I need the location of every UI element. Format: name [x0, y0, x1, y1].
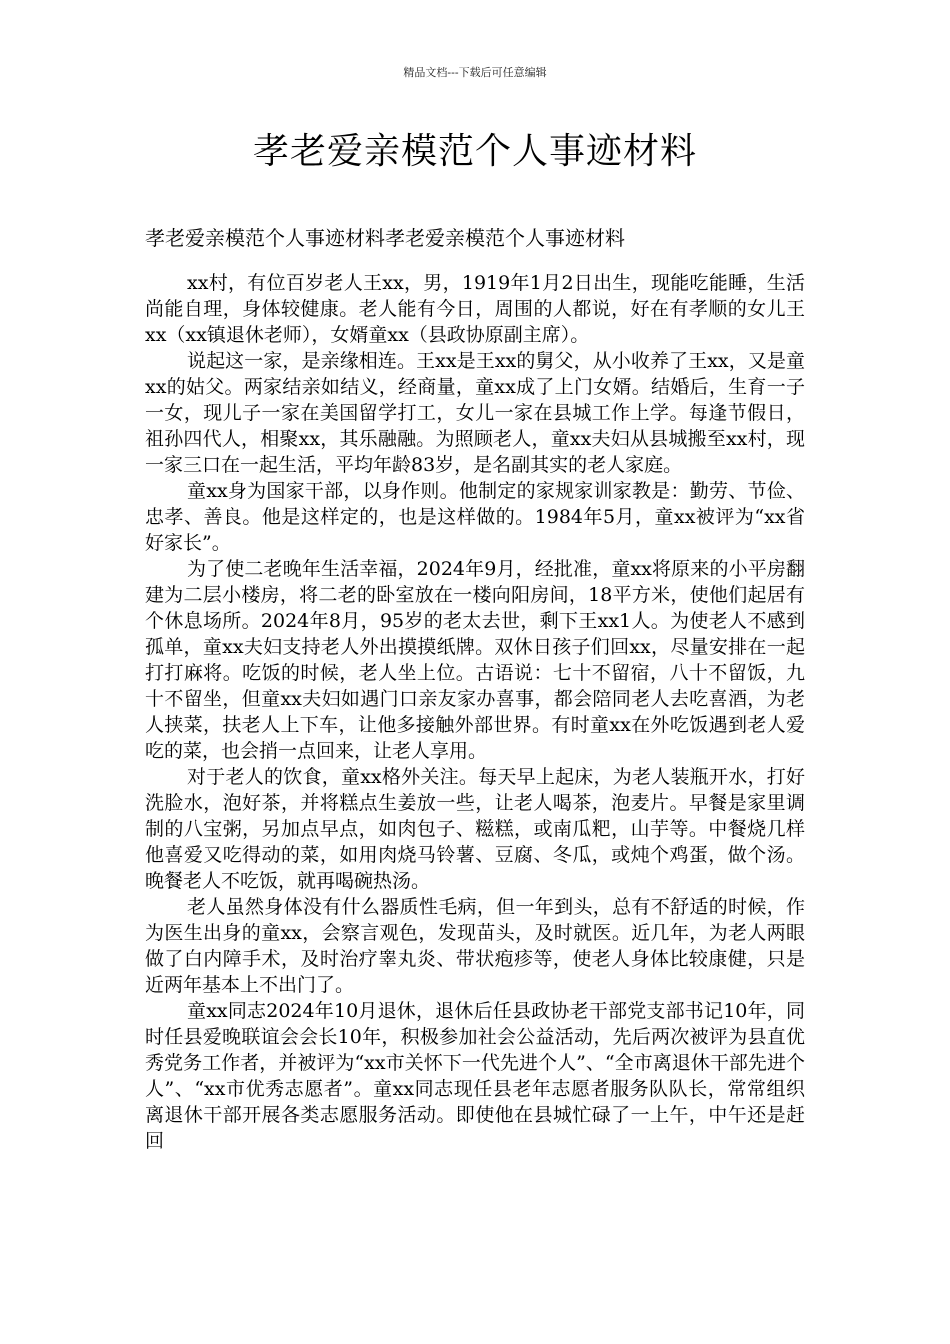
header-note: 精品文档---下载后可任意编辑	[403, 66, 547, 79]
paragraph: 为了使二老晚年生活幸福，2024年9月，经批准，童xx将原来的小平房翻建为二层小楼房，将二老的卧室放在一楼向阳房间，18平方米，使他们起居有个休息场所。2024年8月，95岁的老太去世，剩下王xx1人。为使老人不感到孤单，童xx夫妇支持老人外出摸摸纸牌。双休日孩子们回xx，尽量安排在一起打打麻将。吃饭的时候，老人坐上位。古语说：七十不留宿，八十不留饭，九十不留坐，但童xx夫妇如遇门口亲友家办喜事，都会陪同老人去吃喜酒，为老人挟菜，扶老人上下车，让他多接触外部世界。有时童xx在外吃饭遇到老人爱吃的菜，也会捎一点回来，让老人享用。	[145, 558, 805, 762]
paragraph: 说起这一家，是亲缘相连。王xx是王xx的舅父，从小收养了王xx，又是童xx的姑父。两家结亲如结义，经商量，童xx成了上门女婿。结婚后，生育一子一女，现儿子一家在美国留学打工，女儿一家在县城工作上学。每逢节假日，祖孙四代人，相聚xx，其乐融融。为照顾老人，童xx夫妇从县城搬至xx村，现一家三口在一起生活，平均年龄83岁，是名副其实的老人家庭。	[145, 350, 805, 476]
document-title: 孝老爱亲模范个人事迹材料	[252, 131, 697, 172]
paragraph: 童xx身为国家干部，以身作则。他制定的家规家训家教是：勤劳、节俭、忠孝、善良。他是这样定的，也是这样做的。1984年5月，童xx被评为“xx省好家长”。	[145, 480, 805, 554]
document-subtitle: 孝老爱亲模范个人事迹材料孝老爱亲模范个人事迹材料	[145, 226, 625, 250]
paragraph: xx村，有位百岁老人王xx，男，1919年1月2日出生，现能吃能睡，生活尚能自理，身体较健康。老人能有今日，周围的人都说，好在有孝顺的女儿王xx（xx镇退休老师），女婿童xx（县政协原副主席）。	[145, 272, 805, 346]
document-body	[145, 270, 805, 1154]
paragraph: 老人虽然身体没有什么器质性毛病，但一年到头，总有不舒适的时候，作为医生出身的童xx，会察言观色，发现苗头，及时就医。近几年，为老人两眼做了白内障手术，及时治疗睾丸炎、带状疱疹等，使老人身体比较康健，只是近两年基本上不出门了。	[145, 896, 805, 996]
paragraph: 童xx同志2024年10月退休，退休后任县政协老干部党支部书记10年，同时任县爱晚联谊会会长10年，积极参加社会公益活动，先后两次被评为县直优秀党务工作者，并被评为“xx市关怀下一代先进个人”、“全市离退休干部先进个人”、“xx市优秀志愿者”。童xx同志现任县老年志愿者服务队队长，常常组织离退休干部开展各类志愿服务活动。即使他在县城忙碌了一上午，中午还是赶回	[145, 1000, 805, 1152]
paragraph: 对于老人的饮食，童xx格外关注。每天早上起床，为老人装瓶开水，打好洗脸水，泡好茶，并将糕点生姜放一些，让老人喝茶，泡麦片。早餐是家里调制的八宝粥，另加点早点，如肉包子、糍糕，或南瓜粑，山芋等。中餐烧几样他喜爱又吃得动的菜，如用肉烧马铃薯、豆腐、冬瓜，或炖个鸡蛋，做个汤。晚餐老人不吃饭，就再喝碗热汤。	[145, 766, 805, 892]
